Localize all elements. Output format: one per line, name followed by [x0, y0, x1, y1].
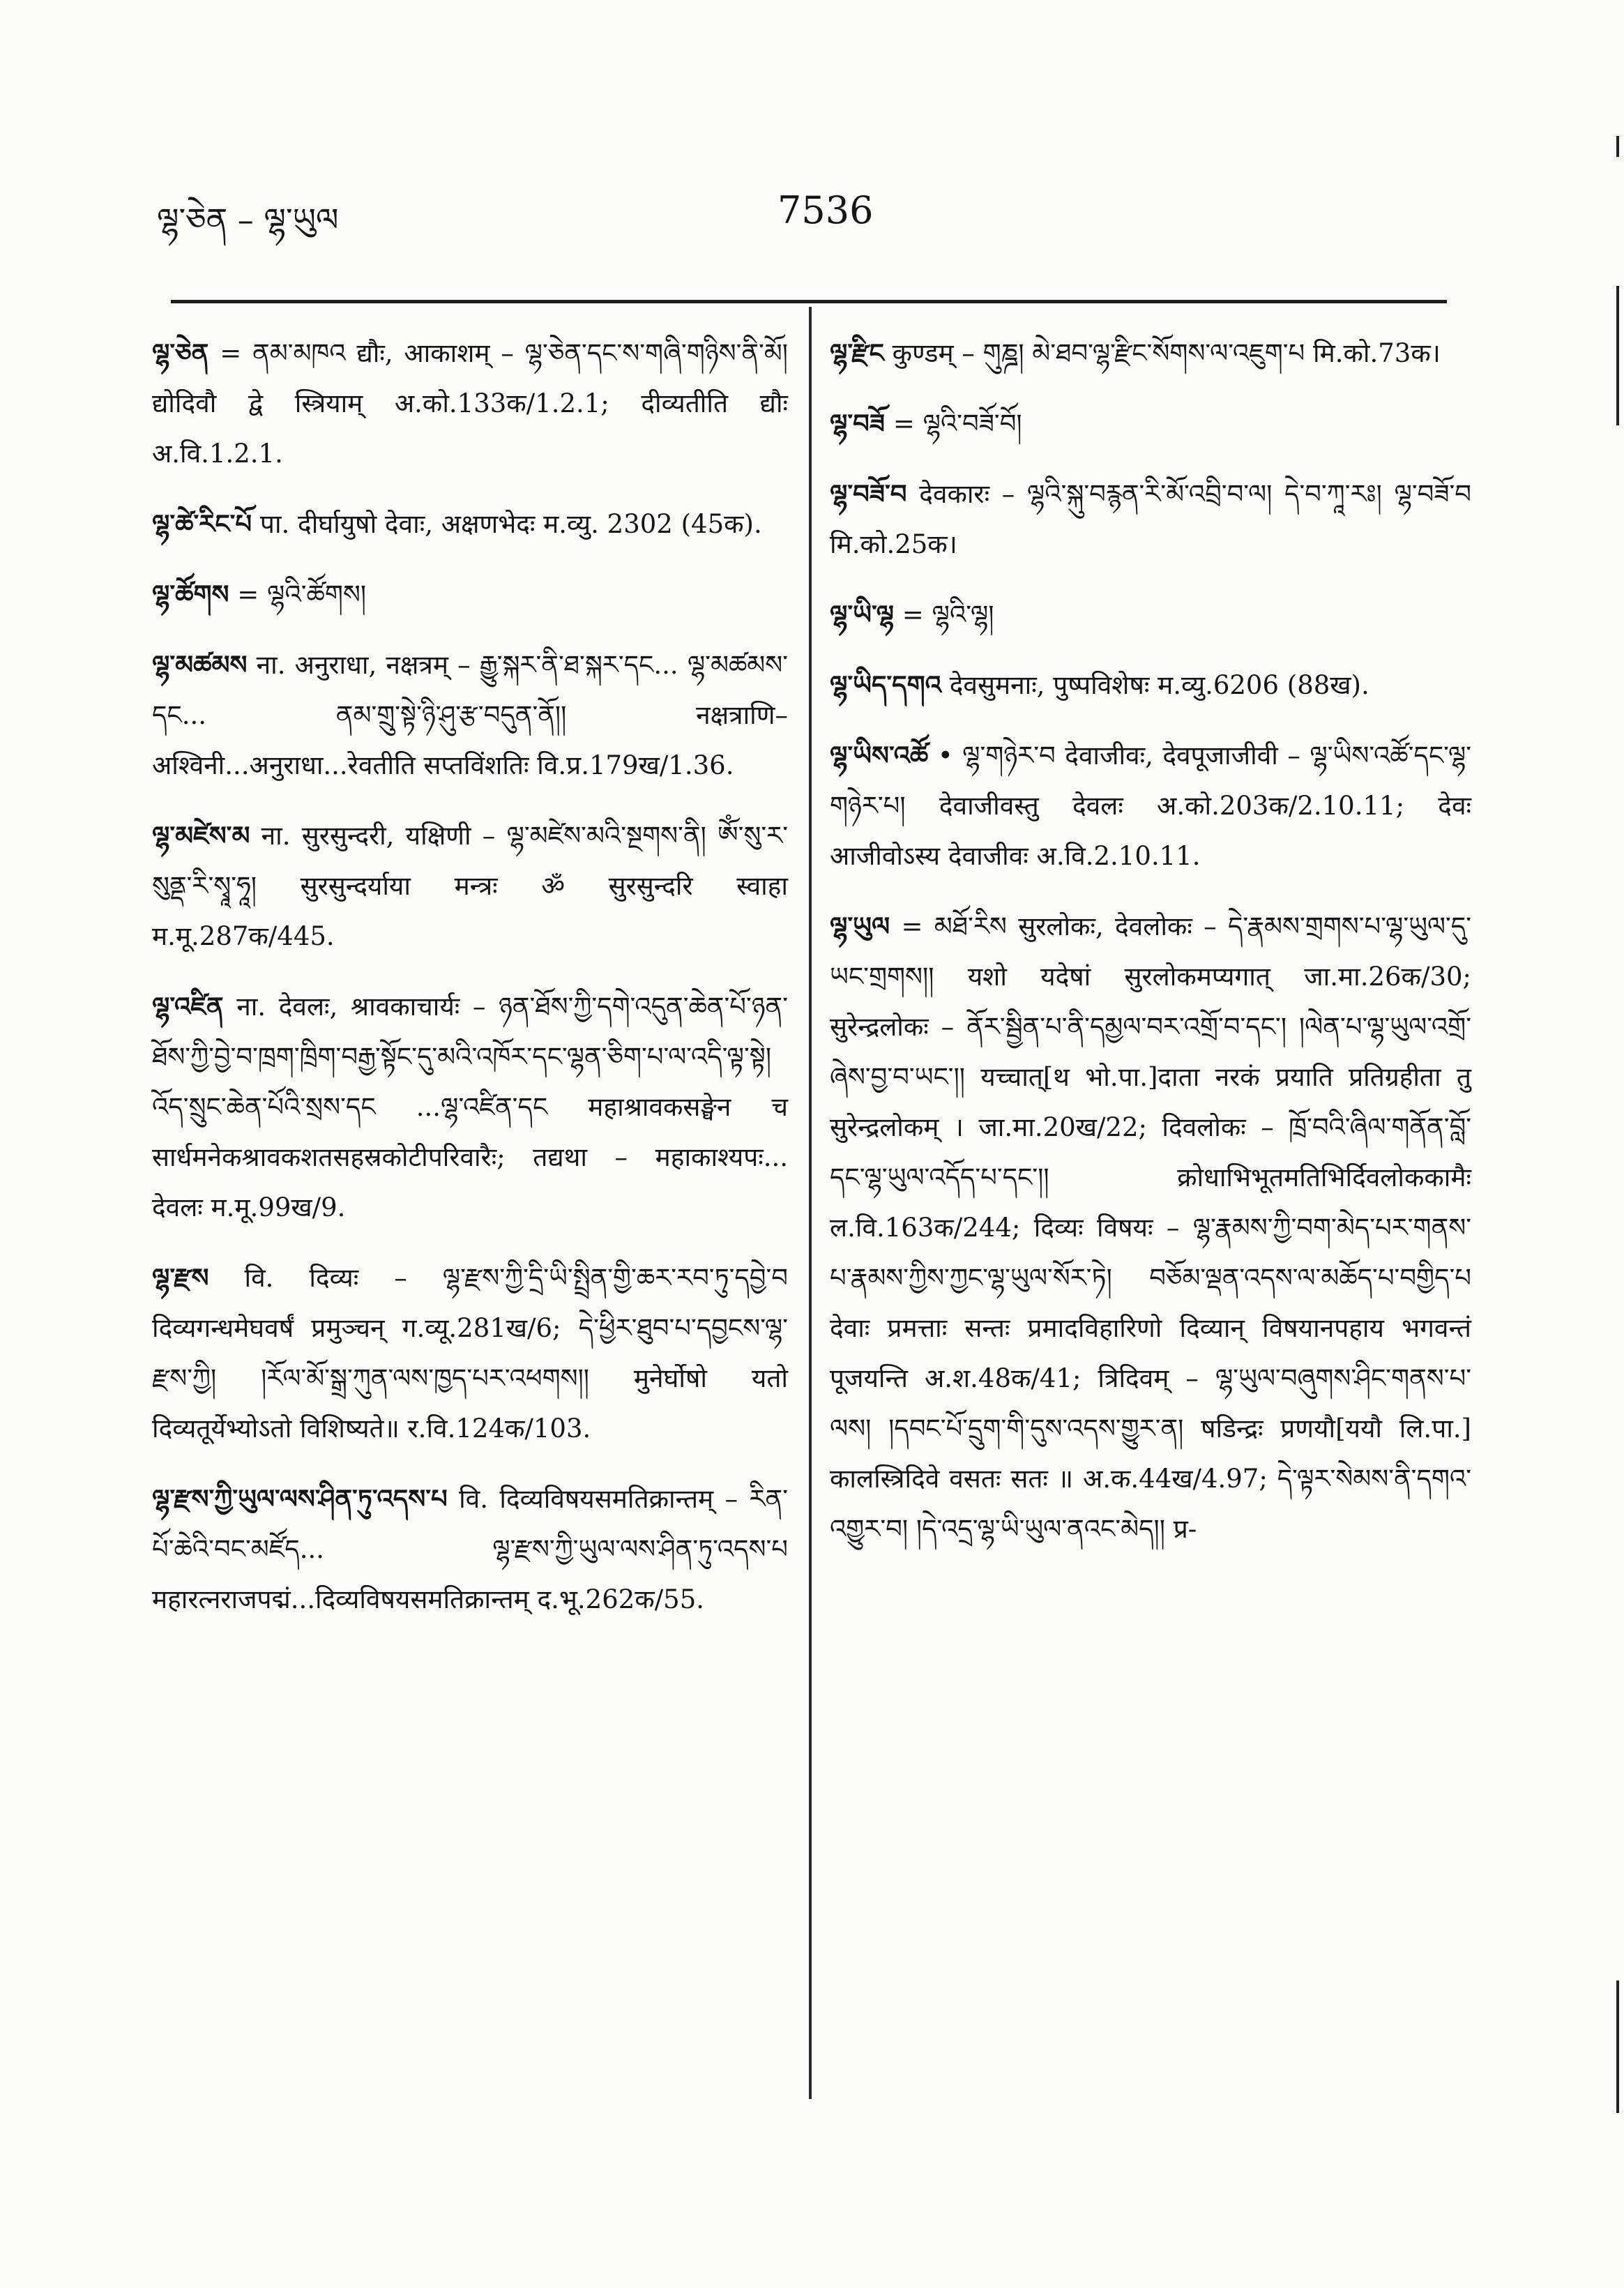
column-divider [809, 307, 812, 2099]
headword: ལྷ་ཡུལ [830, 911, 890, 941]
definition: ना. देवलः, श्रावकाचार्यः – ཉན་ཐོས་ཀྱི་དགེ་འདུན་ཆེན་པོ་ཉན་ཐོས་ཀྱི་བྱེ་བ་ཁྲག་ཁྲིག་བརྒྱ་སྟོང་དུ་མའི་འཁོར་དང་ལྷན་ཅིག་པ་ལ་འདི་ལྟ་སྟེ། འོད་སྲུང་ཆེན་པོའི་སྲས་དང ...ལྷ་འཛིན་དང महाश्रावकसङ्घेन च सार्धमनेकश्रावकशतसहस्रकोटीपरिवारैः; तद्यथा – महाकाश्यपः... देवलः म.मू.99ख/9. [152, 992, 788, 1222]
definition: वि. दिव्यः – ལྷ་རྫས་ཀྱི་དྲི་ཡི་སྤྲིན་གྱི་ཆར་རབ་ཏུ་དབྱེ་བ दिव्यगन्धमेघवर्षं प्रमुञ्चन् ग.व्यू.281ख/6; དེ་ཕྱིར་ཐུབ་པ་དབྱངས་ལྷ་རྫས་ཀྱི། །རོལ་མོ་སྒྲ་ཀུན་ལས་ཁྱད་པར་འཕགས།། मुनेर्घोषो यतो दिव्यतूर्येभ्योऽतो विशिष्यते॥ र.वि.124क/103. [152, 1263, 788, 1444]
definition: ना. सुरसुन्दरी, यक्षिणी – ལྷ་མཛེས་མའི་སྔགས་ནི། ཨོཾ་སུ་ར་སུནྡ་རི་སྭཱ་ཧཱ། सुरसुन्दर्याया मन्त्रः ॐ सुरसुन्दरि स्वाहा म.मू.287क/445. [152, 821, 788, 951]
definition: पा. दीर्घायुषो देवाः, अक्षणभेदः म.व्यु. 2302 (45क). [259, 509, 762, 539]
dictionary-entry [152, 639, 788, 791]
running-head: ལྷ་ཅེན – ལྷ་ཡུལ [157, 201, 339, 238]
definition: देवकारः – ལྷའི་སྐུ་བརྙན་རི་མོ་འབྲི་བ་ལ། དེ་བ་ཀཱ་རཿ། ལྷ་བཟོ་བ मि.को.25क। [830, 479, 1471, 559]
headword: ལྷ་རྫིང [830, 338, 884, 368]
definition: = ལྷའི་བཟོ་བོ། [893, 409, 1022, 439]
dictionary-entry [830, 469, 1471, 570]
headword: ལྷ་ཡི་ལྷ [830, 599, 895, 630]
page-number: 7536 [777, 188, 874, 232]
definition: • ལྷ་གཉེར་བ देवाजीवः, देवपूजाजीवी – ལྷ་ཡིས་འཚོ་དང་ལྷ་གཉེར་པ། देवाजीवस्तु देवलः अ.को.203क/2.10.11; देवः आजीवोऽस्य देवाजीवः अ.वि.2.10.11. [830, 741, 1471, 871]
dictionary-entry [830, 730, 1471, 881]
dictionary-entry [830, 398, 1471, 449]
definition: देवसुमनाः, पुष्पविशेषः म.व्यु.6206 (88ख). [949, 670, 1369, 700]
right-edge-mark [1616, 136, 1619, 157]
right-edge-mark [1616, 286, 1619, 425]
definition: वि. दिव्यविषयसमतिक्रान्तम् – རིན་པོ་ཆེའི་བང་མཛོད... ལྷ་རྫས་ཀྱི་ཡུལ་ལས་ཤིན་ཏུ་འདས་པ महारत्नराजपद्मं...दिव्यविषयसमतिक्रान्तम् द.भू.262क/55. [152, 1484, 788, 1614]
right-column [830, 328, 1471, 1574]
headword: ལྷ་ཡིས་འཚོ [830, 740, 929, 771]
headword: ལྷ་མཚམས [152, 649, 248, 680]
left-column [152, 328, 788, 1644]
headword: ལྷ་བཟོ་བ [830, 478, 907, 509]
dictionary-entry [830, 901, 1471, 1554]
headword: ལྷ་ཚོགས [152, 579, 229, 609]
definition: = ནམ་མཁའ द्यौः, आकाशम् – ལྷ་ཅེན་དང་ས་གཞི་གཉིས་ནི་མོ། द्योदिवौ द्वे स्त्रियाम् अ.को.133क/1.2.1; दीव्यतीति द्यौः अ.वि.1.2.1. [152, 338, 788, 469]
dictionary-entry [152, 810, 788, 962]
dictionary-entry [152, 981, 788, 1233]
definition: कुण्डम् – གུཎྜ། མེ་ཐབ་ལྷ་རྫིང་སོགས་ལ་འཇུག་པ मि.को.73क। [892, 338, 1441, 368]
dictionary-entry [830, 328, 1471, 379]
headword: ལྷ་ཡིད་དགའ [830, 669, 941, 700]
definition: ना. अनुराधा, नक्षत्रम् – རྒྱུ་སྐར་ནི་ཐ་སྐར་དང... ལྷ་མཚམས་དང... ནམ་གྲུ་སྟེ་ཉི་ཤུ་རྩ་བདུན་ནོ།། नक्षत्राणि–अश्विनी...अनुराधा...रेवतीति सप्तविंशतिः वि.प्र.179ख/1.36. [152, 650, 789, 780]
dictionary-entry [830, 660, 1471, 711]
right-edge-mark [1616, 1980, 1619, 2113]
definition: = ལྷའི་ལྷ། [902, 600, 994, 630]
dictionary-entry [152, 1252, 788, 1454]
definition: = མཐོ་རིས सुरलोकः, देवलोकः – དེ་རྣམས་གྲགས་པ་ལྷ་ཡུལ་དུ་ཡང་གྲགས།། यशो यदेषां सुरलोकमप्यगात् जा.मा.26क/30; सुरेन्द्रलोकः – ནོར་སྦྱིན་པ་ནི་དམྱལ་བར་འགྲོ་བ་དང་། །ལེན་པ་ལྷ་ཡུལ་འགྲོ་ཞེས་བྱ་བ་ཡང་།། यच्चात्[थ भो.पा.]दाता नरकं प्रयाति प्रतिग्रहीता तु सुरेन्द्रलोकम् । जा.मा.20ख/22; दिवलोकः – ཁྲོ་བའི་ཞིལ་གནོན་བློ་དང་ལྷ་ཡུལ་འདོད་པ་དང་།། क्रोधाभिभूतमतिभिर्दिवलोककामैः ल.वि.163क/244; दिव्यः विषयः – ལྷ་རྣམས་ཀྱི་བག་མེད་པར་གནས་པ་རྣམས་ཀྱིས་ཀྱང་ལྷ་ཡུལ་སོར་ཏེ། བཅོམ་ལྡན་འདས་ལ་མཆོད་པ་བགྱིད་པ देवाः प्रमत्ताः सन्तः प्रमादविहारिणो दिव्यान् विषयानपहाय भगवन्तं पूजयन्ति अ.श.48क/41; त्रिदिवम् – ལྷ་ཡུལ་བཞུགས་ཤིང་གནས་པ་ལས། །དབང་པོ་དྲུག་གི་དུས་འདས་གྱུར་ན། षडिन्द्रः प्रणयौ[ययौ लि.पा.] कालस्त्रिदिवे वसतः सतः ॥ अ.क.44ख/4.97; དེ་ལྟར་སེམས་ནི་དགའ་འགྱུར་བ། །དེ་འདྲ་ལྷ་ཡི་ཡུལ་ནའང་མེད།། प्र- [830, 911, 1471, 1544]
headword: ལྷ་ཚེ་རིང་པོ [152, 508, 252, 539]
headword: ལྷ་ཅེན [152, 338, 209, 368]
dictionary-entry [152, 1473, 788, 1625]
headword: ལྷ་མཛེས་མ [152, 820, 250, 851]
dictionary-entry [152, 499, 788, 550]
dictionary-entry [830, 589, 1471, 640]
headword: ལྷ་རྫས་ཀྱི་ཡུལ་ལས་ཤིན་ཏུ་འདས་པ [152, 1483, 448, 1514]
headword: ལྷ་རྫས [152, 1262, 209, 1293]
definition: = ལྷའི་ཚོགས། [237, 579, 367, 609]
dictionary-entry [152, 569, 788, 620]
headword: ལྷ་འཛིན [152, 991, 224, 1022]
header-rule [171, 300, 1447, 303]
headword: ལྷ་བཟོ [830, 408, 886, 439]
dictionary-entry [152, 328, 788, 479]
